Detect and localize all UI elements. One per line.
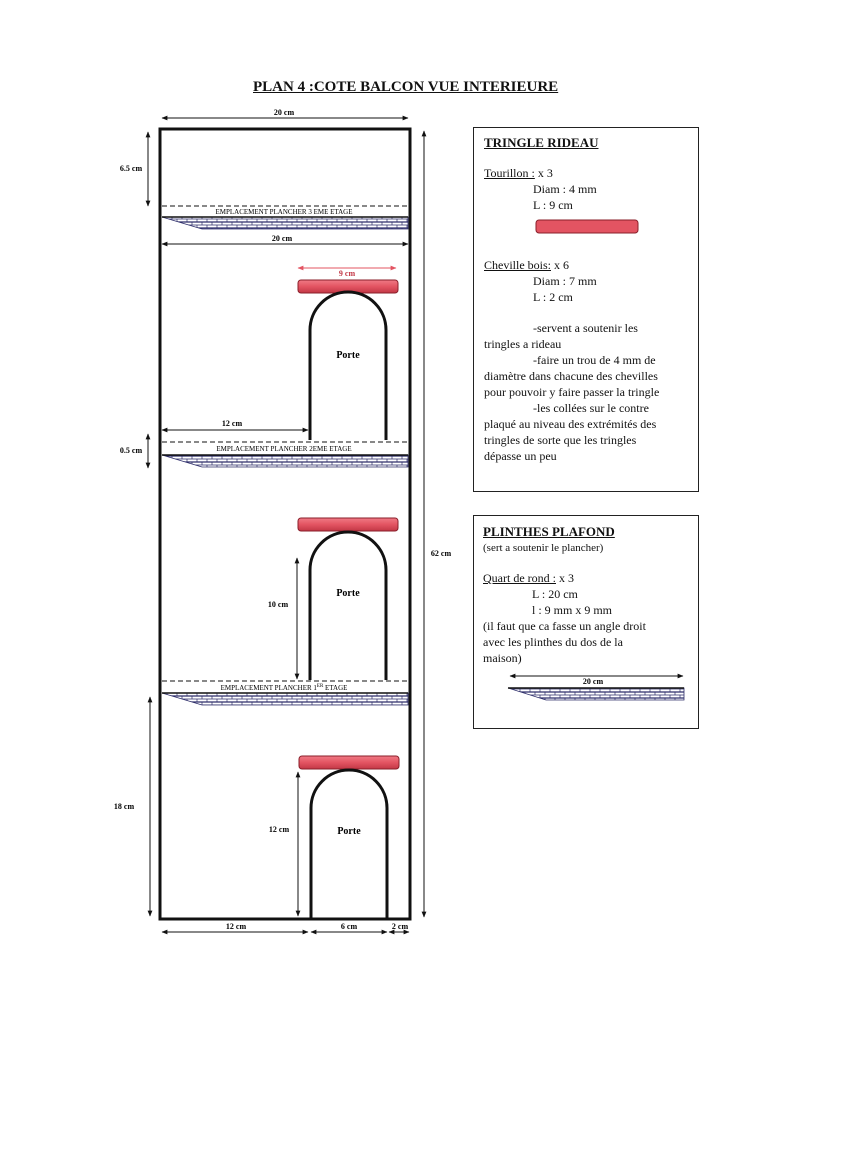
note-3d: dépasse un peu: [484, 449, 557, 463]
quart-qty: x 3: [558, 571, 574, 585]
tourillon-len: L : 9 cm: [533, 198, 573, 212]
dim-door0-height: 12 cm: [268, 825, 290, 834]
floor-1: [162, 681, 408, 705]
dim-top-width: 20 cm: [273, 108, 295, 117]
cheville-len: L : 2 cm: [533, 290, 573, 304]
door-top: [298, 280, 398, 440]
page-title: PLAN 4 :COTE BALCON VUE INTERIEURE: [253, 79, 559, 95]
note-2b: diamètre dans chacune des chevilles: [484, 369, 658, 383]
dim-bottom-door: 6 cm: [340, 922, 358, 931]
quart-label: Quart de rond :: [483, 571, 556, 585]
tourillon-label: Tourillon :: [484, 166, 535, 180]
plinthes-note-c: maison): [483, 651, 522, 665]
quart-dim-label: 20 cm: [582, 677, 604, 686]
dim-bottom-left: 12 cm: [225, 922, 247, 931]
dim-ground-height: 18 cm: [113, 802, 135, 811]
plinthes-plafond-box: [473, 515, 699, 729]
door-bottom-label: Porte: [337, 826, 361, 837]
plinthes-subtitle: (sert a soutenir le plancher): [483, 542, 604, 554]
curtain-rod-middle: [298, 518, 398, 531]
floor-2: [162, 442, 408, 467]
dim-door1-height: 10 cm: [267, 600, 289, 609]
curtain-rod-bottom: [299, 756, 399, 769]
dim-floor3-width: 20 cm: [271, 234, 293, 243]
door-top-label: Porte: [336, 350, 360, 361]
floor-3: [162, 206, 408, 229]
note-1a: -servent a soutenir les: [533, 321, 638, 335]
cheville-diam: Diam : 7 mm: [533, 274, 597, 288]
quart-len: L : 20 cm: [532, 587, 578, 601]
note-2c: pour pouvoir y faire passer la tringle: [484, 385, 660, 399]
plinthes-note-a: (il faut que ca fasse un angle droit: [483, 619, 646, 633]
tringle-rideau-box: [473, 127, 699, 492]
dim-gap: 0.5 cm: [119, 446, 143, 455]
note-2a: -faire un trou de 4 mm de: [533, 353, 656, 367]
dim-door-offset: 12 cm: [221, 419, 243, 428]
tourillon-qty: x 3: [537, 166, 553, 180]
cheville-qty: x 6: [554, 258, 569, 272]
floor-1-label: EMPLACEMENT PLANCHER 1ER ETAGE: [220, 684, 348, 692]
door-middle: [298, 518, 398, 680]
tourillon-rod-icon: [484, 213, 694, 243]
cheville-label: Cheville bois:: [484, 258, 551, 272]
floor-2-label: EMPLACEMENT PLANCHER 2EME ETAGE: [216, 445, 352, 453]
tourillon-diam: Diam : 4 mm: [533, 182, 597, 196]
plinthes-title: PLINTHES PLAFOND: [483, 524, 615, 539]
dim-bottom-right: 2 cm: [391, 922, 409, 931]
dim-total-height: 62 cm: [430, 549, 452, 558]
note-3a: -les collées sur le contre: [533, 401, 649, 415]
note-3c: tringles de sorte que les tringles: [484, 433, 637, 447]
quart-de-rond-drawing: [483, 668, 693, 708]
tringle-title: TRINGLE RIDEAU: [484, 135, 599, 150]
dim-height-top: 6.5 cm: [119, 164, 143, 173]
floor-3-label: EMPLACEMENT PLANCHER 3 EME ETAGE: [215, 208, 353, 216]
quart-dim: l : 9 mm x 9 mm: [532, 603, 613, 617]
door-bottom: [299, 756, 399, 918]
note-1b: tringles a rideau: [484, 337, 562, 351]
door-middle-label: Porte: [336, 588, 360, 599]
plinthes-note-b: avec les plinthes du dos de la: [483, 635, 623, 649]
dim-rod-length: 9 cm: [338, 269, 356, 278]
note-3b: plaqué au niveau des extrémités des: [484, 417, 657, 431]
